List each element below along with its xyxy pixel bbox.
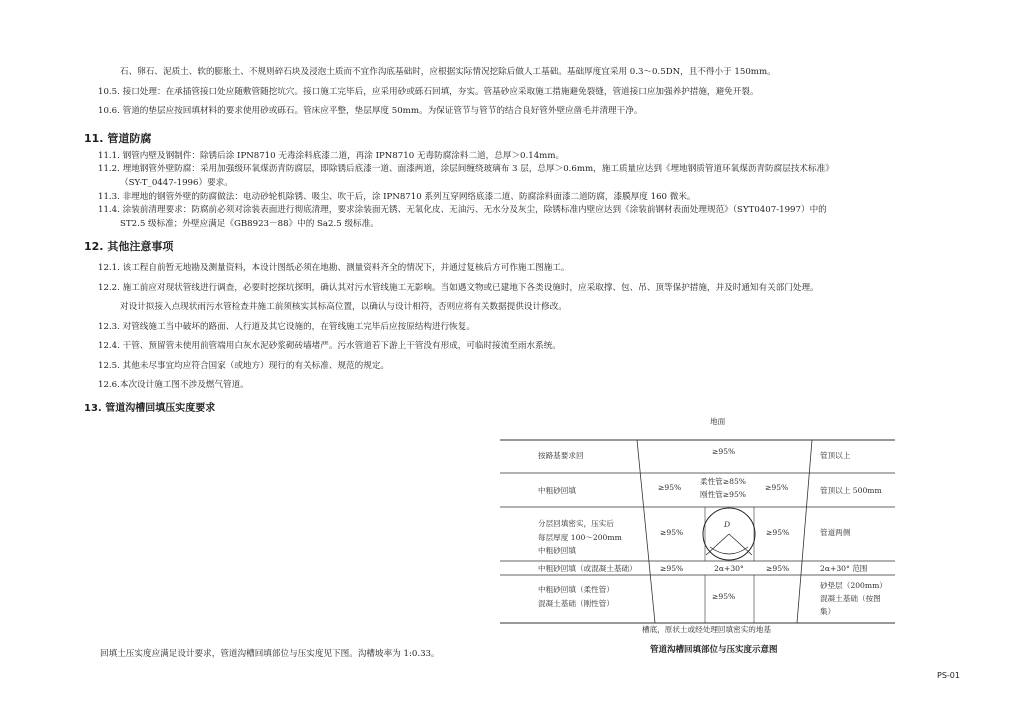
row3-left-line2: 每层厚度 100～200mm [538, 533, 622, 542]
row1-right-label: 管顶以上 [820, 451, 851, 460]
para-11-4: 11.4. 涂装前清理要求：防腐前必须对涂装表面进行彻底清理，要求涂装面无锈、无氧化皮、无油污、无水分及灰尘，除锈标准内壁应达到《涂装前钢材表面处理规范》（SYT0407-1997）中的 [98, 205, 827, 215]
para-12-3: 12.3. 对管线施工当中破坏的路面、人行道及其它设施的，在管线施工完毕后应按原结构进行恢复。 [98, 322, 475, 332]
para-12-4: 12.4. 干管、预留管未使用前管端用白灰水泥砂浆砌砖墙堵严。污水管道若下游上干管没有形成，可临时接流至雨水系统。 [98, 341, 561, 351]
ground-label: 地面 [710, 417, 726, 426]
section13-note: 回填土压实度应满足设计要求，管道沟槽回填部位与压实度见下图。沟槽坡率为 1:0.33。 [100, 649, 440, 659]
para-11-3: 11.3. 非埋地的钢管外壁的防腐做法：电动砂轮机除锈、吸尘、吹干后，涂 IPN8710 系列互穿网络底漆二道、防腐涂料面漆二道防腐，漆膜厚度 160 微米。 [98, 192, 696, 202]
para-12-1: 12.1. 该工程自前暂无地勘及测量资料，本设计图纸必须在地勘、测量资料齐全的情况下，并通过复核后方可作施工图施工。 [98, 263, 570, 273]
heading-section-12: 12. 其他注意事项 [84, 240, 174, 253]
row3-right-label: 管道两侧 [820, 528, 851, 537]
row4-right-compaction: ≥95% [766, 564, 790, 573]
row5-left-line2: 混凝土基础（刚性管） [538, 599, 614, 608]
row5-right-line2: 混凝土基础（按图 [820, 594, 881, 603]
row3-left-line1: 分层回填密实，压实后 [538, 519, 614, 528]
row4-right-label: 2α+30° 范围 [820, 564, 868, 573]
para-11-2: 11.2. 埋地钢管外壁防腐：采用加强级环氧煤沥青防腐层，即除锈后底漆一道、面漆两道，涂层间缠绕玻璃布 3 层，总厚＞0.6mm，施工质量应达到《埋地钢质管道环氧煤沥青防腐层技术标准》 [98, 164, 834, 174]
page-number: PS-01 [937, 671, 960, 680]
row2-flexible-compaction: 柔性管≥85% [700, 477, 747, 486]
row4-left-compaction: ≥95% [660, 564, 684, 573]
figure-caption: 管道沟槽回填部位与压实度示意图 [650, 645, 778, 655]
section10-continuation: 石、卵石、泥质土、软的膨胀土、不规则碎石块及浸泡土质而不宜作沟底基础时，应根据实际情况挖除后做人工基础。基础厚度宜采用 0.3～0.5DN，且不得小于 150mm。 [120, 67, 776, 77]
heading-section-13: 13. 管道沟槽回填压实度要求 [84, 403, 216, 414]
row3-right-compaction: ≥95% [766, 528, 790, 537]
row2-rigid-compaction: 刚性管≥95% [700, 490, 747, 499]
row5-compaction: ≥95% [712, 592, 736, 601]
row4-support-angle: 2α+30° [714, 564, 744, 573]
para-12-2: 12.2. 施工前应对现状管线进行调查，必要时挖探坑探明，确认其对污水管线施工无影响。当如遇文物或已建地下各类设施时，应采取撑、包、吊、顶等保护措施，并及时通知有关部门处理。 [98, 283, 819, 293]
para-10-5: 10.5. 接口处理：在承插管接口处应随敷管随挖坑穴。接口施工完毕后，应采用砂或砾石回填，夯实。管基砂应采取施工措施避免裂缝，管道接口应加强养护措施，避免开裂。 [98, 87, 759, 97]
row2-left-label: 中粗砂回填 [538, 486, 576, 495]
row5-right-line1: 砂垫层（200mm） [820, 581, 887, 590]
row3-left-compaction: ≥95% [660, 528, 684, 537]
row2-right-compaction: ≥95% [765, 483, 789, 492]
pipe-diameter-label: D [724, 520, 731, 529]
para-12-2-cont: 对设计拟接入点现状雨污水管检查井施工前须核实其标高位置，以确认与设计相符，否则应将有关数据提供设计修改。 [120, 302, 567, 312]
para-12-6: 12.6.本次设计施工图不涉及燃气管道。 [98, 380, 249, 390]
row2-right-label: 管顶以上 500mm [820, 486, 882, 495]
para-10-6: 10.6. 管道的垫层应按回填材料的要求使用砂或砾石。管床应平整，垫层厚度 50mm。为保证管节与管节的结合良好管外壁应凿毛并清理干净。 [98, 106, 643, 116]
trench-backfill-diagram [500, 415, 905, 665]
row4-left-label: 中粗砂回填（或混凝土基础） [538, 564, 637, 573]
row2-left-compaction: ≥95% [658, 483, 682, 492]
heading-section-11: 11. 管道防腐 [84, 132, 152, 145]
para-11-4-cont: ST2.5 级标准；外壁应满足《GB8923－88》中的 Sa2.5 级标准。 [120, 219, 379, 229]
trench-bottom-label: 槽底，原状土或经处理回填密实的地基 [642, 625, 772, 634]
row5-left-line1: 中粗砂回填（柔性管） [538, 585, 614, 594]
row5-right-line3: 集） [820, 607, 836, 616]
row1-left-label: 按路基要求回 [538, 451, 584, 460]
para-11-2-cont: （SY-T_0447-1996）要求。 [120, 178, 233, 188]
para-11-1: 11.1. 钢管内壁及钢制件：除锈后涂 IPN8710 无毒涂料底漆二道，再涂 IPN8710 无毒防腐涂料二道，总厚＞0.14mm。 [98, 151, 565, 161]
para-12-5: 12.5. 其他未尽事宜均应符合国家（或地方）现行的有关标准、规范的规定。 [98, 361, 390, 371]
row3-left-line3: 中粗砂回填 [538, 546, 576, 555]
row1-compaction: ≥95% [712, 447, 736, 456]
